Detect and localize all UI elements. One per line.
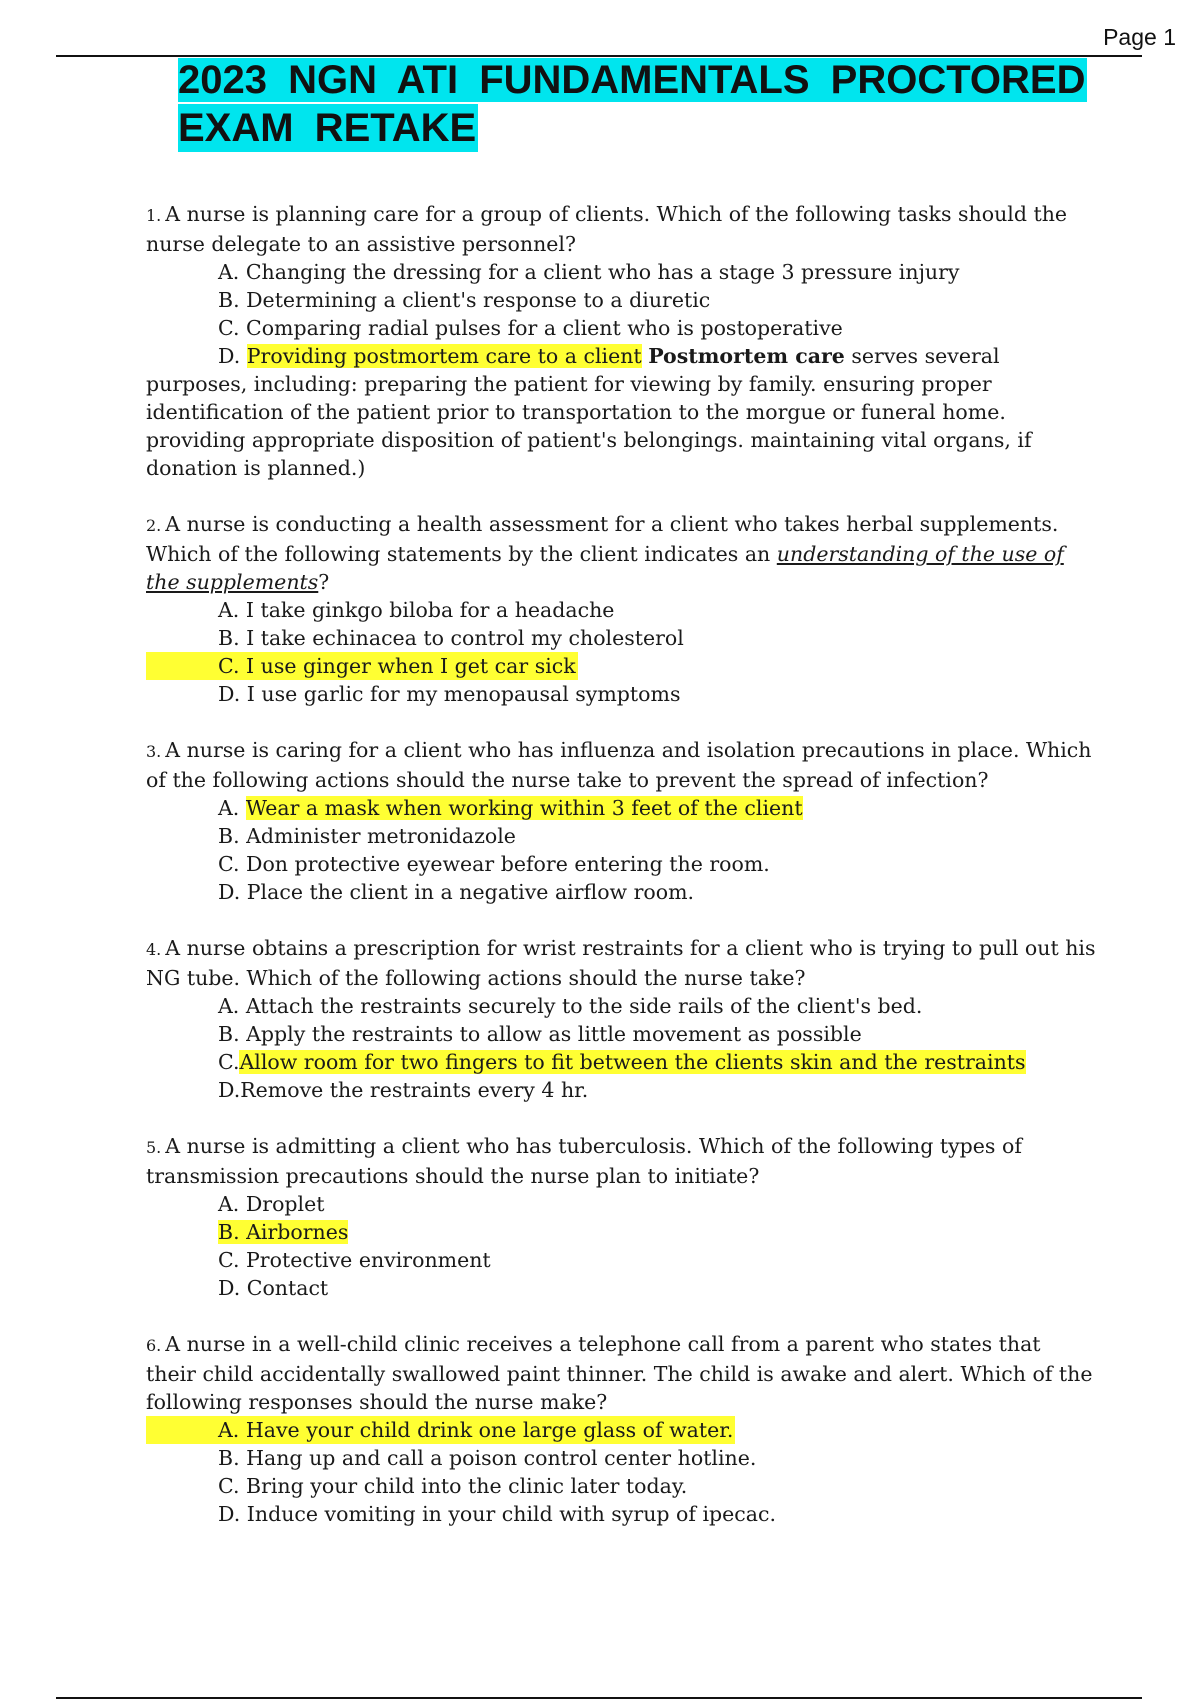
option-b xyxy=(146,1218,1096,1246)
option-a: A. Attach the restraints securely to the side rails of the client's bed. xyxy=(218,994,923,1018)
question-3 xyxy=(146,736,1096,906)
highlighted-answer: C. I use ginger when I get car sick xyxy=(146,652,578,680)
question-5 xyxy=(146,1132,1096,1302)
question-2 xyxy=(146,510,1096,708)
question-stem: 4. A nurse obtains a prescription for wrist restraints for a client who is trying to pull out his NG tube. Which of the following actions should the nurse take? xyxy=(146,936,1096,990)
option-c xyxy=(146,652,1096,680)
option-d: D. Place the client in a negative airflow room. xyxy=(218,880,695,904)
option-c: C. Don protective eyewear before entering the room. xyxy=(218,852,770,876)
question-6 xyxy=(146,1330,1096,1528)
option-a xyxy=(146,1416,1096,1444)
option-a: A. Droplet xyxy=(218,1192,325,1216)
highlighted-answer: B. Airbornes xyxy=(218,1220,349,1244)
question-number: 4. xyxy=(146,940,162,959)
option-d: D.Remove the restraints every 4 hr. xyxy=(218,1078,589,1102)
question-stem: 1. A nurse is planning care for a group of clients. Which of the following tasks should the nurse delegate to an assistive personnel? xyxy=(146,202,1068,256)
option-c: C.Allow room for two fingers to fit between the clients skin and the restraints xyxy=(218,1050,1026,1074)
question-number: 5. xyxy=(146,1138,162,1157)
option-d: D. Contact xyxy=(218,1276,329,1300)
highlighted-answer: Wear a mask when working within 3 feet of the client xyxy=(245,796,803,820)
question-number: 6. xyxy=(146,1336,162,1355)
question-number: 1. xyxy=(146,206,162,225)
option-b: B. Determining a client's response to a diuretic xyxy=(218,288,711,312)
document-title xyxy=(178,56,1087,152)
highlighted-answer: A. Have your child drink one large glass of water. xyxy=(146,1416,735,1444)
option-a: A. I take ginkgo biloba for a headache xyxy=(218,598,615,622)
option-c: C. Comparing radial pulses for a client who is postoperative xyxy=(218,316,843,340)
title-line-2: EXAM RETAKE xyxy=(178,106,477,150)
option-c: C. Protective environment xyxy=(218,1248,491,1272)
bottom-rule xyxy=(56,1697,1142,1699)
page-number: Page 1 xyxy=(1103,24,1176,50)
option-c: C. Bring your child into the clinic later today. xyxy=(218,1474,688,1498)
question-stem: 6. A nurse in a well-child clinic receives a telephone call from a parent who states that their child accidentally swallowed paint thinner. The child is awake and alert. Which of the following responses should the nurse make? xyxy=(146,1332,1093,1414)
option-d: D. I use garlic for my menopausal symptoms xyxy=(218,682,681,706)
option-d-with-rationale: D. Providing postmortem care to a client Postmortem care serves several purposes, including: preparing the patient for viewing by family. ensuring proper identification of the patient prior to transportation to the morgue or funeral home. providing appropriate disposition of patient's belongings. maintaining vital organs, if donation is planned.) xyxy=(146,344,1032,480)
question-stem: 3. A nurse is caring for a client who has influenza and isolation precautions in place. Which of the following actions should the nurse take to prevent the spread of infection? xyxy=(146,738,1092,792)
option-d: D. Induce vomiting in your child with syrup of ipecac. xyxy=(218,1502,776,1526)
question-list xyxy=(146,200,1096,1556)
option-b: B. Hang up and call a poison control center hotline. xyxy=(218,1446,757,1470)
option-a: A. Changing the dressing for a client who has a stage 3 pressure injury xyxy=(218,260,960,284)
option-b: B. Apply the restraints to allow as little movement as possible xyxy=(218,1022,862,1046)
question-1 xyxy=(146,200,1096,482)
rationale-text: serves several purposes, including: preparing the patient for viewing by family. ensuring proper identification of the patient prior to transportation to the morgue or funeral home. providing appropriate disposition of patient's belongings. maintaining vital organs, if donation is planned.) xyxy=(146,344,1032,480)
highlighted-answer: Providing postmortem care to a client xyxy=(246,344,642,368)
title-line-1: 2023 NGN ATI FUNDAMENTALS PROCTORED xyxy=(178,58,1086,102)
question-number: 2. xyxy=(146,516,162,535)
emphasized-phrase: understanding of the use of the supplements xyxy=(146,542,1064,594)
option-b: B. Administer metronidazole xyxy=(218,824,516,848)
highlighted-answer: Allow room for two fingers to fit between the clients skin and the restraints xyxy=(239,1050,1026,1074)
option-b: B. I take echinacea to control my cholesterol xyxy=(218,626,684,650)
question-stem: 5. A nurse is admitting a client who has tuberculosis. Which of the following types of transmission precautions should the nurse plan to initiate? xyxy=(146,1134,1022,1188)
question-stem: 2. A nurse is conducting a health assessment for a client who takes herbal supplements. Which of the following statements by the client indicates an understanding of the use of the supplements? xyxy=(146,512,1064,594)
rationale-heading: Postmortem care xyxy=(648,344,845,368)
question-number: 3. xyxy=(146,742,162,761)
option-a: A. Wear a mask when working within 3 feet of the client xyxy=(218,796,803,820)
question-4 xyxy=(146,934,1096,1104)
